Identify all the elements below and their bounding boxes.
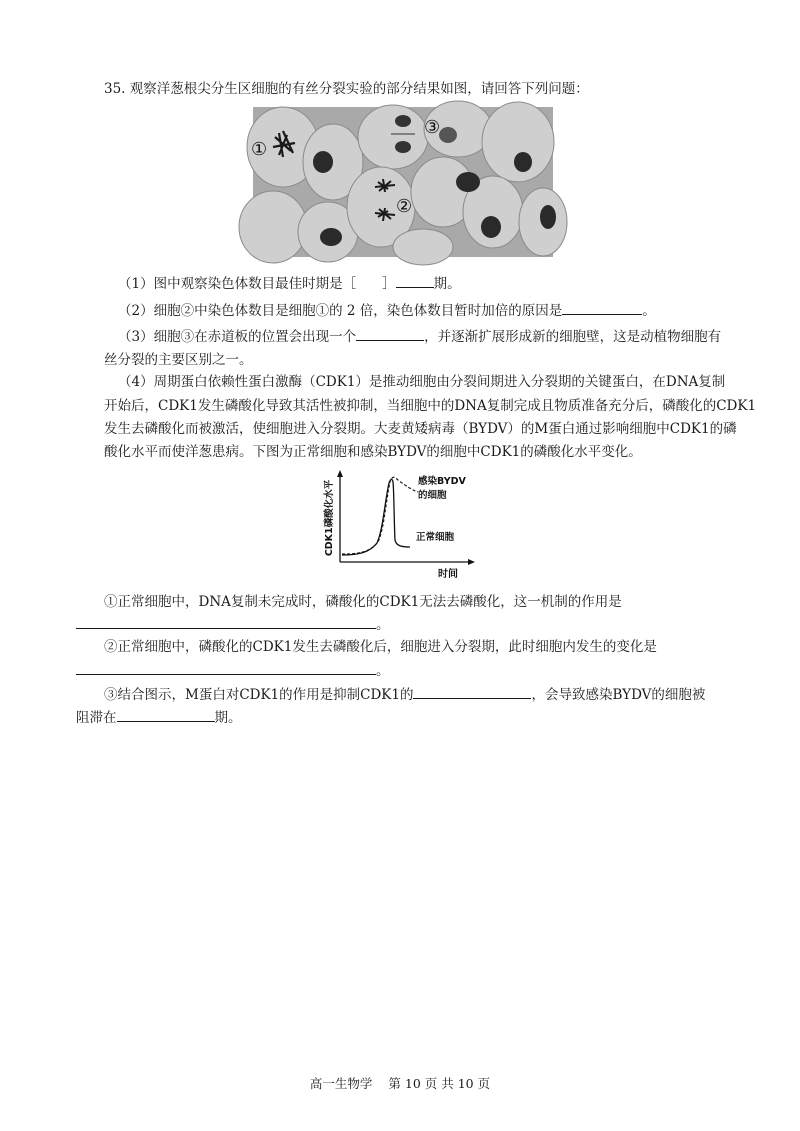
answer-blank[interactable] bbox=[413, 684, 531, 699]
subquestion-4-line1: （4）周期蛋白依赖性蛋白激酶（CDK1）是推动细胞由分裂间期进入分裂期的关键蛋白，在DNA复制 bbox=[118, 374, 726, 390]
subquestion-3-cont: 丝分裂的主要区别之一。 bbox=[104, 352, 253, 368]
answer-blank[interactable] bbox=[76, 660, 376, 675]
series-normal-cell bbox=[342, 479, 410, 555]
legend-infected-line1: 感染BYDV bbox=[418, 476, 466, 487]
question-stem bbox=[104, 79, 589, 99]
answer-blank[interactable] bbox=[76, 614, 376, 629]
footer-subject: 高一生物学 bbox=[309, 1076, 373, 1091]
footer-page-number: 第 10 页 共 10 页 bbox=[388, 1076, 491, 1091]
subquestion-3: （3）细胞③在赤道板的位置会出现一个 ，并逐渐扩展形成新的细胞壁，这是动植物细胞有 bbox=[118, 326, 721, 347]
micrograph-svg bbox=[253, 107, 553, 257]
onion-root-tip-micrograph bbox=[253, 107, 553, 257]
cdk1-phosphorylation-chart bbox=[320, 470, 490, 578]
chart-ylabel: CDK1磷酸化水平 bbox=[324, 479, 335, 557]
prompt-1: ①正常细胞中，DNA复制未完成时，磷酸化的CDK1无法去磷酸化，这一机制的作用是 bbox=[104, 594, 622, 610]
answer-blank[interactable] bbox=[117, 707, 215, 722]
page-footer bbox=[0, 1074, 800, 1092]
answer-blank[interactable] bbox=[396, 273, 434, 288]
subquestion-2: （2）细胞②中染色体数目是细胞①的 2 倍，染色体数目暂时加倍的原因是 。 bbox=[118, 300, 656, 321]
question-text: 观察洋葱根尖分生区细胞的有丝分裂实验的部分结果如图，请回答下列问题： bbox=[129, 81, 589, 97]
subquestion-4-line2: 开始后，CDK1发生磷酸化导致其活性被抑制，当细胞中的DNA复制完成且物质准备充分后，磷酸化的CDK1 bbox=[104, 398, 757, 414]
prompt-1-blank-line: 。 bbox=[76, 614, 390, 635]
legend-normal: 正常细胞 bbox=[416, 532, 455, 543]
prompt-2-blank-line: 。 bbox=[76, 660, 390, 681]
y-axis-arrow bbox=[337, 470, 343, 477]
prompt-2: ②正常细胞中，磷酸化的CDK1发生去磷酸化后，细胞进入分裂期，此时细胞内发生的变化是 bbox=[104, 639, 657, 655]
label-cell-3: ③ bbox=[424, 117, 441, 138]
legend-infected-line2: 的细胞 bbox=[418, 490, 447, 501]
label-cell-2: ② bbox=[396, 196, 413, 217]
answer-blank[interactable] bbox=[562, 300, 642, 315]
chart-svg bbox=[320, 470, 490, 578]
x-axis-arrow bbox=[468, 559, 475, 565]
question-number: 35. bbox=[104, 81, 126, 97]
chart-xlabel: 时间 bbox=[438, 569, 458, 580]
series-infected-bydv bbox=[342, 477, 418, 554]
label-cell-1: ① bbox=[251, 139, 268, 160]
subquestion-4-line3: 发生去磷酸化而被激活，使细胞进入分裂期。大麦黄矮病毒（BYDV）的M蛋白通过影响细胞中CDK1的磷 bbox=[104, 421, 737, 437]
subquestion-4-line4: 酸化水平而使洋葱患病。下图为正常细胞和感染BYDV的细胞中CDK1的磷酸化水平变化。 bbox=[104, 444, 642, 460]
answer-blank[interactable] bbox=[356, 326, 424, 341]
prompt-3-cont: 阻滞在 期。 bbox=[76, 707, 242, 728]
subquestion-1: （1）图中观察染色体数目最佳时期是［ ］ 期。 bbox=[118, 273, 461, 294]
prompt-3: ③结合图示，M蛋白对CDK1的作用是抑制CDK1的 ，会导致感染BYDV的细胞被 bbox=[104, 684, 705, 705]
